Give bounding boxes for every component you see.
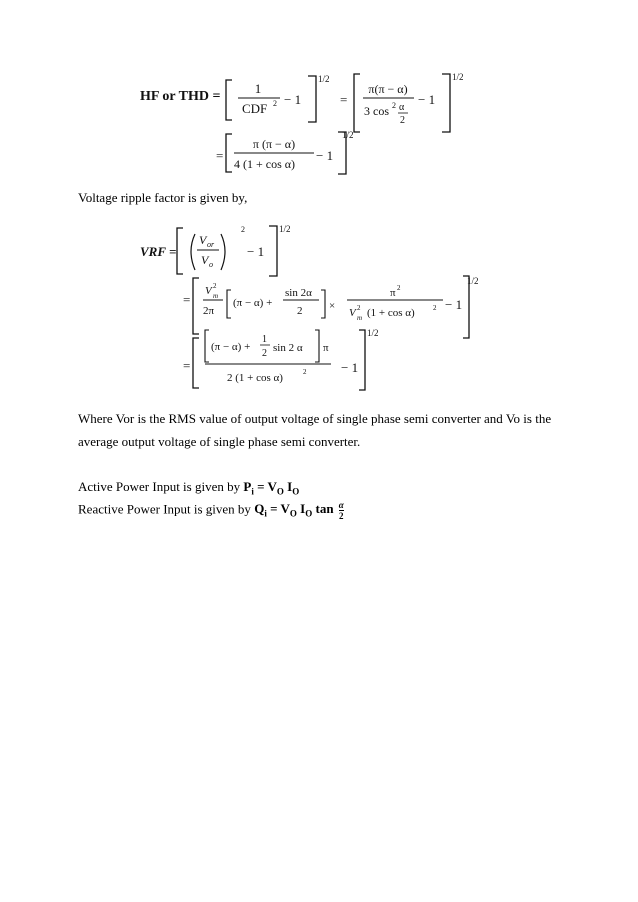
vrf-two: 2 — [297, 305, 303, 317]
vrf-vm2: V — [205, 285, 212, 297]
thd-t2-two: 2 — [400, 115, 405, 126]
where-line-1: Where Vor is the RMS value of output voltage of single phase semi converter and Vo is the — [78, 411, 552, 426]
vrf-minus-one-2: − 1 — [445, 297, 463, 312]
vrf-vm2-den: V — [349, 307, 356, 319]
thd-minus-one-2: − 1 — [418, 92, 436, 107]
vrf-vor-sub: or — [207, 240, 215, 249]
vrf-eq-sign-1: = — [183, 292, 191, 307]
vrf-lhs: VRF = — [140, 244, 177, 259]
alpha-over-two: $\frac{\alpha}{2}$ — [338, 500, 344, 521]
vrf-vor: V — [199, 233, 207, 247]
vrf-vm2-pow: 2 — [213, 282, 217, 290]
thd-minus-one-1: − 1 — [284, 92, 302, 107]
vrf-vm2-sub: m — [213, 292, 219, 300]
thd-exp-3: 1/2 — [342, 130, 354, 140]
vrf-vm2-den-pow: 2 — [357, 304, 361, 312]
vrf-vo-sub: o — [209, 260, 213, 269]
thd-eq-sign-1: = — [340, 92, 348, 107]
reactive-power-formula: $Q_i = V_O$ $I_O$ tan — [254, 501, 337, 520]
vrf-den3-pow: 2 — [303, 368, 307, 376]
vrf-exp-1: 1/2 — [279, 224, 291, 234]
vrf-sin2a: sin 2α — [285, 287, 312, 299]
thd-t2-alpha: α — [399, 102, 405, 113]
vrf-exp-3: 1/2 — [367, 328, 379, 338]
active-power-line — [78, 478, 299, 496]
vrf-two-pi: 2π — [203, 305, 215, 317]
thd-t1-den-pow: 2 — [273, 99, 277, 108]
vrf-two-b: 2 — [262, 348, 267, 359]
vrf-vm2-den-sub: m — [357, 314, 363, 322]
vrf-m-pi-minus-alpha: (π − α) + — [211, 341, 251, 353]
vrf-den2-pow: 2 — [433, 304, 437, 312]
vrf-pi-minus-alpha: (π − α) + — [233, 297, 273, 309]
equation-vrf — [135, 214, 495, 394]
thd-t1-den: CDF — [242, 101, 268, 116]
reactive-power-label: Reactive Power Input is given by — [78, 501, 255, 517]
thd-minus-one-3: − 1 — [316, 148, 334, 163]
vrf-minus-one-1: − 1 — [247, 244, 265, 259]
where-line-2: average output voltage of single phase semi converter. — [78, 434, 361, 449]
equation-thd — [120, 60, 480, 180]
vrf-pi-after: π — [323, 342, 329, 354]
vrf-pi2: π — [390, 287, 396, 299]
thd-t2-num: π(π − α) — [368, 82, 408, 96]
thd-exp-1: 1/2 — [318, 74, 330, 84]
thd-lhs: HF or THD = — [140, 89, 221, 104]
thd-t2-den-pow: 2 — [392, 101, 396, 110]
vrf-times: × — [329, 300, 336, 312]
active-power-label: Active Power Input is given by — [78, 479, 244, 494]
thd-t3-num: π (π − α) — [252, 137, 296, 151]
thd-t2-den: 3 cos — [364, 104, 389, 118]
thd-exp-2: 1/2 — [452, 72, 464, 82]
reactive-power-line — [78, 500, 344, 521]
vrf-pow2: 2 — [241, 225, 245, 234]
thd-t3-den: 4 (1 + cos α) — [234, 157, 296, 171]
vrf-minus-one-3: − 1 — [341, 360, 359, 375]
vrf-one: 1 — [262, 334, 267, 345]
vrf-exp-2: 1/2 — [467, 276, 479, 286]
vrf-eq-sign-2: = — [183, 358, 191, 373]
thd-eq-sign-2: = — [216, 148, 224, 163]
vrf-den3: 2 (1 + cos α) — [227, 372, 283, 384]
thd-t1-num: 1 — [254, 81, 262, 96]
vrf-sin2a-b: sin 2 α — [273, 342, 303, 354]
ripple-intro: Voltage ripple factor is given by, — [78, 190, 248, 205]
active-power-formula: $P_i = V_O$ $I_O$ — [243, 479, 300, 497]
vrf-den2: (1 + cos α) — [367, 307, 415, 319]
vrf-vo: V — [201, 253, 209, 267]
vrf-pi2-pow: 2 — [397, 284, 401, 292]
